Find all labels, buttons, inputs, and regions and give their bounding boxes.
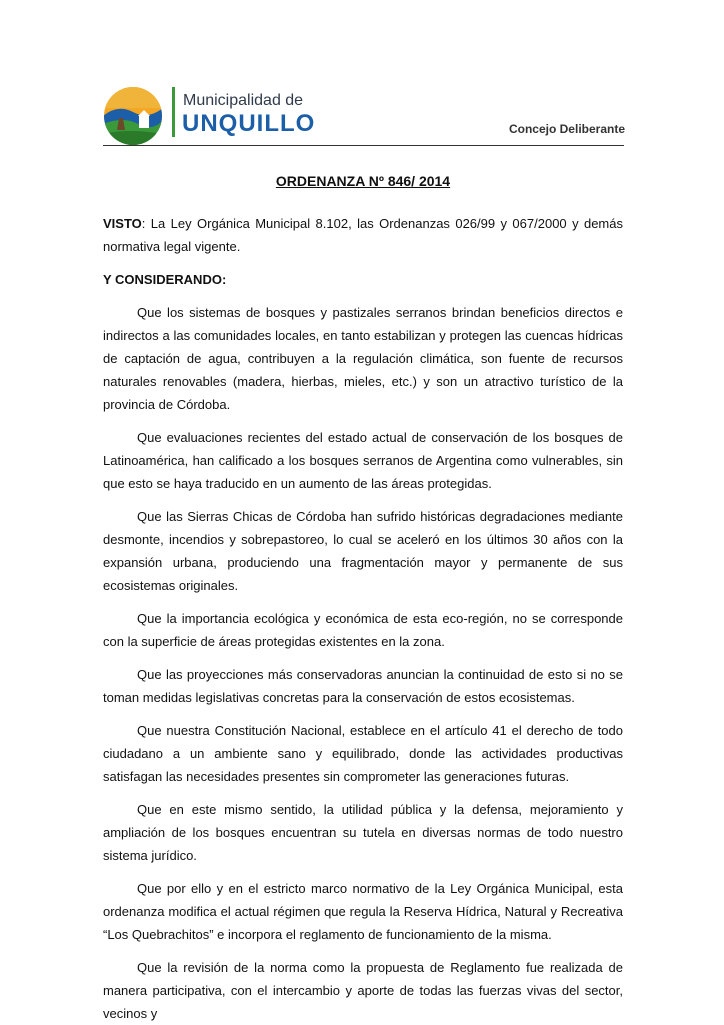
letterhead	[103, 84, 625, 146]
paragraph: Que la importancia ecológica y económica de esta eco-región, no se corresponde con la superficie de áreas protegidas existentes en la zona.	[103, 611, 623, 649]
header-rule	[103, 145, 624, 146]
paragraph: Que por ello y en el estricto marco normativo de la Ley Orgánica Municipal, esta ordenanza modifica el actual régimen que regula la Reserva Hídrica, Natural y Recreativa “Los Quebrachitos” e incorpora el reglamento de funcionamiento de la misma.	[103, 881, 623, 942]
logo-line1: Municipalidad de	[183, 92, 304, 109]
paragraph: Que la revisión de la norma como la propuesta de Reglamento fue realizada de manera participativa, con el intercambio y aporte de todas las fuerzas vivas del sector, vecinos y	[103, 960, 623, 1021]
visto-label: VISTO	[103, 216, 142, 231]
council-name: Concejo Deliberante	[508, 122, 625, 136]
paragraph: Que en este mismo sentido, la utilidad pública y la defensa, mejoramiento y ampliación de los bosques encuentran su tutela en diversas normas de todo nuestro sistema jurídico.	[103, 802, 623, 863]
logo-line2: UNQUILLO	[182, 110, 316, 137]
considerando-heading: Y CONSIDERANDO:	[103, 272, 227, 287]
paragraph: Que nuestra Constitución Nacional, establece en el artículo 41 el derecho de todo ciudadano a un ambiente sano y equilibrado, donde las actividades productivas satisfagan las necesidades presentes sin comprometer las generaciones futuras.	[103, 723, 623, 784]
document-body	[103, 170, 623, 1025]
visto-paragraph	[103, 212, 623, 258]
paragraph: Que las proyecciones más conservadoras anuncian la continuidad de esto si no se toman medidas legislativas concretas para la conservación de estos ecosistemas.	[103, 667, 623, 705]
paragraph: Que los sistemas de bosques y pastizales serranos brindan beneficios directos e indirectos a las comunidades locales, en tanto estabilizan y protegen las cuencas hídricas de captación de agua, contribuyen a la regulación climática, son fuente de recursos naturales renovables (madera, hierbas, mieles, etc.) y son un atractivo turístico de la provincia de Córdoba.	[103, 305, 623, 412]
paragraph: Que evaluaciones recientes del estado actual de conservación de los bosques de Latinoamérica, han calificado a los bosques serranos de Argentina como vulnerables, sin que esto se haya traducido en un aumento de las áreas protegidas.	[103, 430, 623, 491]
paragraph: Que las Sierras Chicas de Córdoba han sufrido históricas degradaciones mediante desmonte, incendios y sobrepastoreo, lo cual se aceleró en los últimos 30 años con la expansión urbana, produciendo una fragmentación mayor y permanente de sus ecosistemas originales.	[103, 509, 623, 593]
visto-text: : La Ley Orgánica Municipal 8.102, las Ordenanzas 026/99 y 067/2000 y demás normativa legal vigente.	[103, 216, 623, 254]
municipal-landscape-logo-icon	[103, 86, 163, 146]
logo-divider	[172, 87, 175, 137]
document-title: ORDENANZA Nº 846/ 2014	[275, 173, 451, 189]
